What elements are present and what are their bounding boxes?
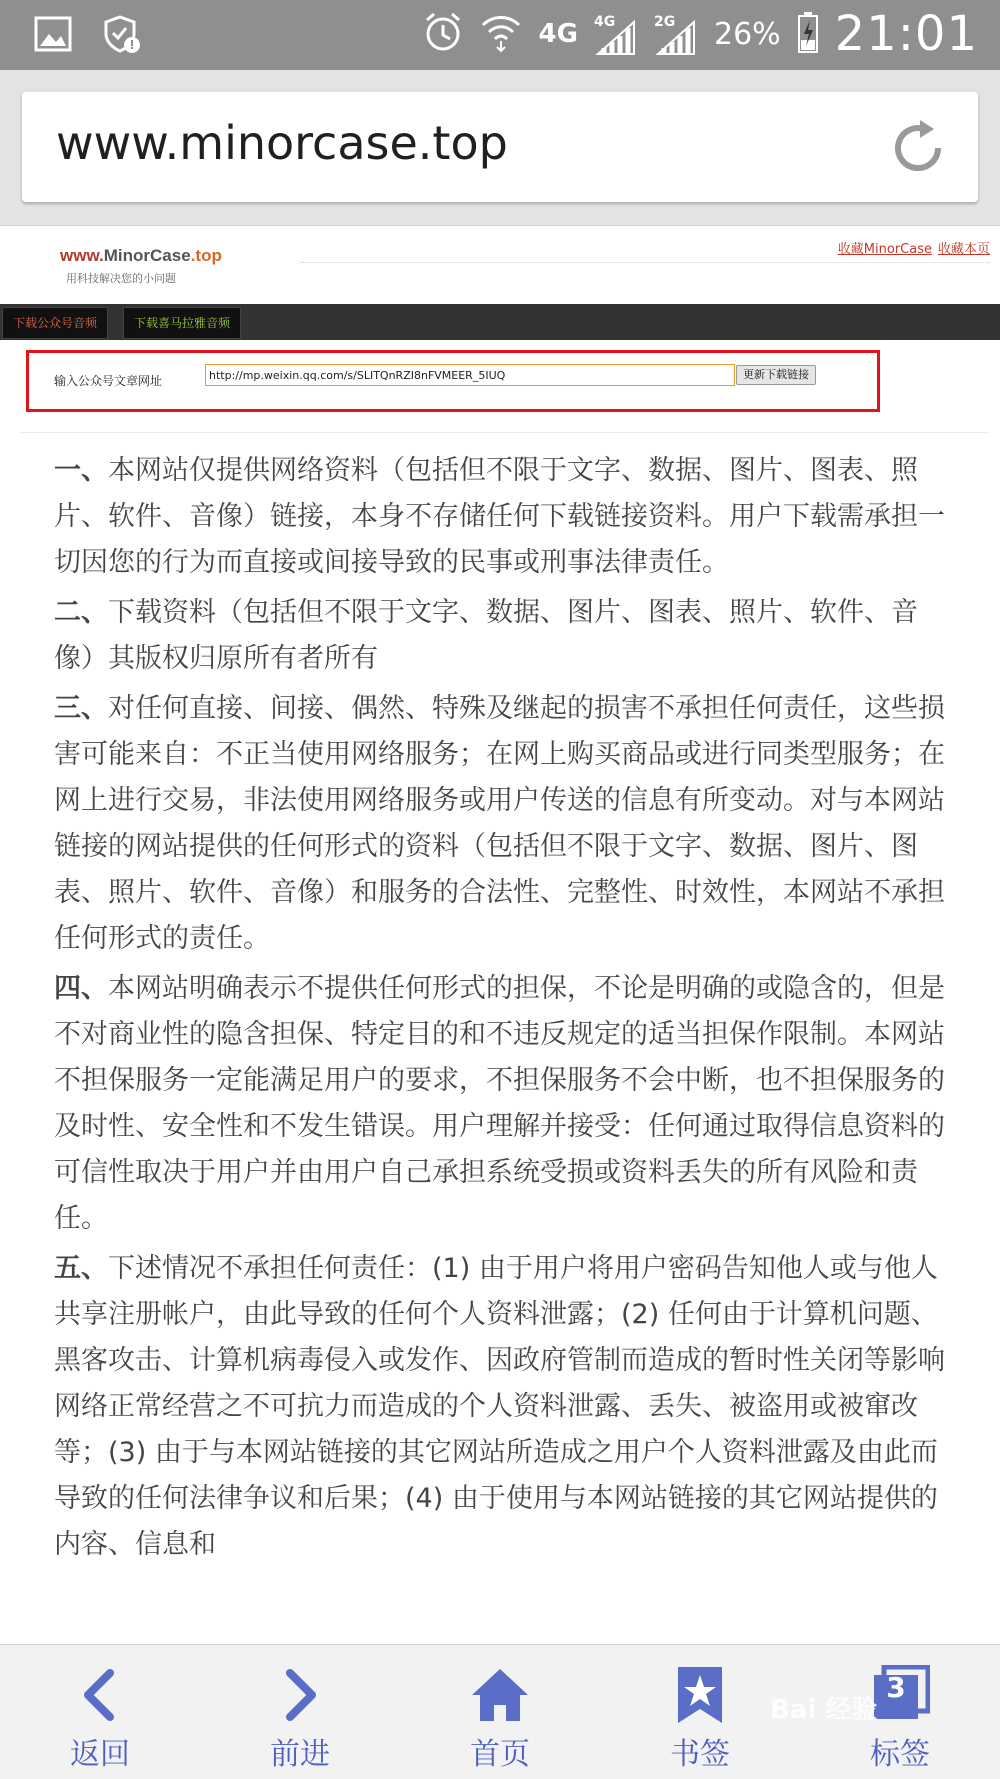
paragraph-number: 四、 xyxy=(54,973,108,1004)
watermark: Bai 经验 xyxy=(770,1695,878,1725)
disclaimer-paragraph xyxy=(54,448,954,586)
signal-2g-label: 2G xyxy=(653,14,676,30)
home-button[interactable] xyxy=(400,1645,600,1779)
site-nav xyxy=(0,304,1000,340)
home-icon xyxy=(470,1665,530,1725)
battery-charging-icon xyxy=(797,10,819,58)
reload-icon[interactable] xyxy=(888,118,948,182)
signal-4g-icon xyxy=(594,12,638,56)
bookmark-page-link[interactable]: 收藏本页 xyxy=(937,242,990,257)
disclaimer-text xyxy=(54,448,954,1572)
forward-label: 前进 xyxy=(270,1737,330,1772)
site-tagline: 用科技解决您的小问题 xyxy=(66,272,176,285)
disclaimer-paragraph xyxy=(54,686,954,962)
bookmarks-label: 书签 xyxy=(670,1737,730,1772)
paragraph-number: 二、 xyxy=(54,597,108,628)
back-button[interactable] xyxy=(0,1645,200,1779)
logo-part-1: www. xyxy=(60,246,104,265)
web-page xyxy=(0,226,1000,1644)
home-label: 首页 xyxy=(470,1737,530,1772)
disclaimer-paragraph xyxy=(54,590,954,682)
paragraph-number: 三、 xyxy=(54,693,108,724)
chevron-right-icon xyxy=(270,1665,330,1725)
address-bar[interactable] xyxy=(22,92,978,202)
gallery-notification-icon xyxy=(34,16,72,56)
wifi-icon xyxy=(479,11,523,57)
update-download-link-button[interactable]: 更新下载链接 xyxy=(736,365,816,385)
tab-count-badge: 3 xyxy=(886,1671,906,1704)
shield-alert-icon xyxy=(102,14,142,58)
tabs-label: 标签 xyxy=(870,1737,930,1772)
logo-part-3: .top xyxy=(190,246,222,265)
signal-4g-label: 4G xyxy=(593,14,616,30)
site-header xyxy=(0,226,1000,306)
url-text[interactable]: www.minorcase.top xyxy=(56,116,508,170)
paragraph-number: 五、 xyxy=(54,1253,108,1284)
nav-tab-ximalaya-audio[interactable]: 下载喜马拉雅音频 xyxy=(123,307,241,339)
forward-button[interactable] xyxy=(200,1645,400,1779)
url-form xyxy=(0,340,1000,420)
paragraph-text: 下述情况不承担任何责任：(1) 由于用户将用户密码告知他人或与他人共享注册帐户，由此导致的任何个人资料泄露；(2) 任何由于计算机问题、黑客攻击、计算机病毒侵入或发作、因政府管制而造成的暂时性关闭等影响网络正常经营之不可抗力而造成的个人资料泄露、丢失、被盗用或被窜改等；(3) 由于与本网站链接的其它网站所造成之用户个人资料泄露及由此而导致的任何法律争议和后果；(4) 由于使用与本网站链接的其它网站提供的内容、信息和 xyxy=(54,1253,945,1560)
clock: 21:01 xyxy=(834,6,978,62)
status-bar xyxy=(0,0,1000,70)
form-divider xyxy=(20,432,990,433)
disclaimer-paragraph xyxy=(54,966,954,1242)
header-divider xyxy=(300,262,990,263)
alarm-icon xyxy=(423,11,463,57)
paragraph-text: 本网站明确表示不提供任何形式的担保，不论是明确的或隐含的，但是不对商业性的隐含担保、特定目的和不违反规定的适当担保作限制。本网站不担保服务一定能满足用户的要求，不担保服务不会中断，也不担保服务的及时性、安全性和不发生错误。用户理解并接受：任何通过取得信息资料的可信性取决于用户并由用户自己承担系统受损或资料丢失的所有风险和责任。 xyxy=(54,973,945,1234)
url-input-label: 输入公众号文章网址 xyxy=(54,374,163,388)
signal-2g-icon xyxy=(654,12,698,56)
paragraph-text: 下载资料（包括但不限于文字、数据、图片、图表、照片、软件、音像）其版权归原所有者所有 xyxy=(54,597,918,674)
bookmark-star-icon xyxy=(670,1665,730,1725)
battery-percent: 26% xyxy=(713,16,781,52)
browser-toolbar xyxy=(0,1644,1000,1779)
paragraph-number: 一、 xyxy=(54,455,108,486)
browser-address-area xyxy=(0,70,1000,226)
chevron-left-icon xyxy=(70,1665,130,1725)
bookmark-site-link[interactable]: 收藏MinorCase xyxy=(837,242,932,257)
back-label: 返回 xyxy=(70,1737,130,1772)
paragraph-text: 本网站仅提供网络资料（包括但不限于文字、数据、图片、图表、照片、软件、音像）链接，本身不存储任何下载链接资料。用户下载需承担一切因您的行为而直接或间接导致的民事或刑事法律责任。 xyxy=(54,455,945,578)
network-type-label: 4G xyxy=(538,19,578,49)
logo-part-2: MinorCase xyxy=(103,246,191,265)
favorite-links xyxy=(832,238,990,257)
article-url-input[interactable] xyxy=(205,364,735,386)
nav-tab-wechat-audio[interactable]: 下载公众号音频 xyxy=(2,307,108,339)
paragraph-text: 对任何直接、间接、偶然、特殊及继起的损害不承担任何责任，这些损害可能来自：不正当使用网络服务；在网上购买商品或进行同类型服务；在网上进行交易，非法使用网络服务或用户传送的信息有所变动。对与本网站链接的网站提供的任何形式的资料（包括但不限于文字、数据、图片、图表、照片、软件、音像）和服务的合法性、完整性、时效性，本网站不承担任何形式的责任。 xyxy=(54,693,945,954)
site-logo[interactable] xyxy=(60,246,222,266)
disclaimer-paragraph xyxy=(54,1246,954,1568)
